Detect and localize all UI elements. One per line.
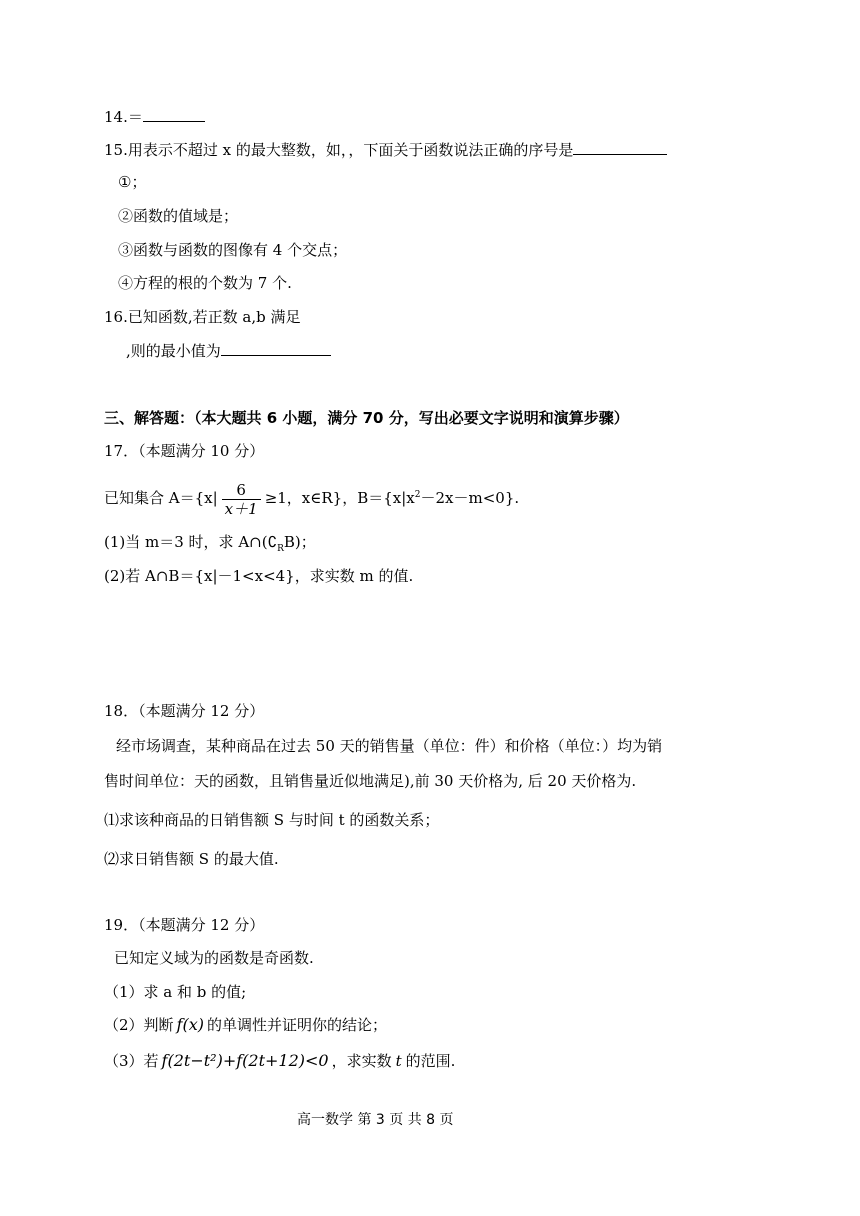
complement-subscript: R <box>277 544 284 554</box>
question-18-stem-line-2: 售时间单位：天的函数，且销售量近似地满足),前 30 天价格为, 后 20 天价格为. <box>104 772 637 790</box>
question-15-option-3: ③函数与函数的图像有 4 个交点； <box>118 241 348 259</box>
fraction <box>222 481 261 518</box>
part-1-pre: (1)当 m＝3 时，求 A∩(∁ <box>104 533 278 551</box>
fraction-denominator: x＋1 <box>224 499 258 518</box>
question-19-part-3 <box>104 1051 455 1071</box>
question-18-part-2: ⑵求日销售额 S 的最大值. <box>104 850 279 868</box>
question-18-stem-line-1: 经市场调查，某种商品在过去 50 天的销售量（单位：件）和价格（单位：）均为销 <box>116 737 663 755</box>
stem-pre: 已知集合 A＝{x| <box>104 489 218 507</box>
answer-blank <box>221 341 331 356</box>
function-f-of-x: f(x) <box>176 1015 204 1034</box>
question-19-header: 19．（本题满分 12 分） <box>104 916 265 934</box>
question-17-part-1 <box>104 532 316 559</box>
part-1-post: B)； <box>283 533 316 551</box>
question-19-part-2 <box>104 1015 387 1035</box>
part-2-pre: （2）判断 <box>104 1016 174 1034</box>
question-14 <box>104 107 205 127</box>
stem-post: －2x－m<0}. <box>420 489 520 507</box>
part-2-post: 的单调性并证明你的结论； <box>206 1016 387 1034</box>
page-footer: 高一数学 第 3 页 共 8 页 <box>297 1112 454 1128</box>
question-17-part-2: (2)若 A∩B＝{x|－1<x<4}，求实数 m 的值. <box>104 567 414 585</box>
question-16-line-2 <box>126 341 331 361</box>
variable-t: t <box>395 1052 402 1070</box>
question-17-header: 17．（本题满分 10 分） <box>104 442 265 460</box>
part-3-pre: （3）若 <box>104 1052 159 1070</box>
question-18-part-1: ⑴求该种商品的日销售额 S 与时间 t 的函数关系； <box>104 811 440 829</box>
inequality-expression: f(2t−t²)+f(2t+12)<0 <box>161 1051 329 1070</box>
fraction-numerator: 6 <box>222 481 261 500</box>
exponent: 2 <box>414 490 421 500</box>
part-3-mid: ，求实数 <box>331 1052 392 1070</box>
question-14-text: 14.＝ <box>104 108 143 126</box>
question-15-text: 15.用表示不超过 x 的最大整数，如，，下面关于函数说法正确的序号是 <box>104 141 574 159</box>
question-19-stem: 已知定义域为的函数是奇函数. <box>114 949 314 967</box>
question-15-option-1: ①； <box>118 173 147 191</box>
answer-blank <box>573 140 667 155</box>
question-15-option-2: ②函数的值域是； <box>118 207 239 225</box>
stem-mid: ≥1，x∈R}，B＝{x|x <box>264 489 415 507</box>
question-17-stem <box>104 472 519 518</box>
question-15 <box>104 140 667 160</box>
question-16-text: ,则的最小值为 <box>126 342 221 360</box>
question-16-line-1: 16.已知函数,若正数 a,b 满足 <box>104 308 301 326</box>
part-3-post: 的范围. <box>405 1052 456 1070</box>
section-3-title: 三、解答题：（本大题共 6 小题，满分 70 分，写出必要文字说明和演算步骤） <box>104 409 629 427</box>
question-15-option-4: ④方程的根的个数为 7 个. <box>118 274 292 292</box>
question-19-part-1: （1）求 a 和 b 的值; <box>104 983 247 1001</box>
question-18-header: 18．（本题满分 12 分） <box>104 702 265 720</box>
answer-blank <box>143 107 205 122</box>
